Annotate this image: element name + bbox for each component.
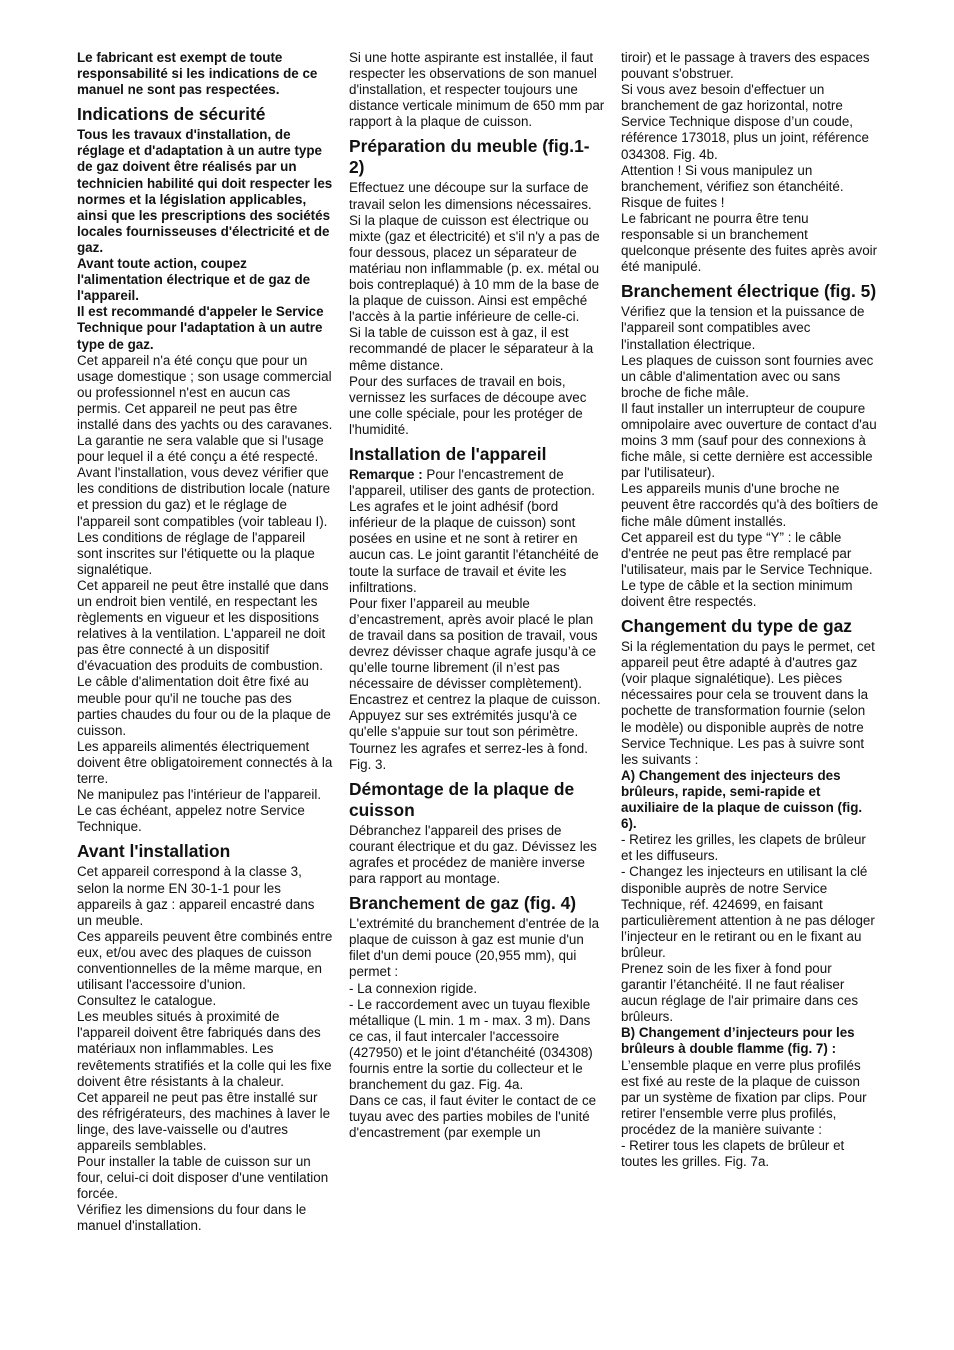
heading-electrical-connection: Branchement électrique (fig. 5) (621, 281, 877, 302)
gas-paragraph: - La connexion rigide. (349, 980, 478, 996)
before-install-paragraph: Consultez le catalogue. (77, 993, 217, 1009)
before-install-paragraph: Cet appareil correspond à la classe 3, selon la norme EN 30-1-1 pour les appareils à gaz : appareil encastré dans un meuble. (77, 864, 315, 928)
before-install-paragraph: Ces appareils peuvent être combinés entre eux, et/ou avec des plaques de cuisson conventionnelles de la même marque, en utilisant l'accessoire d'union. (77, 928, 333, 993)
heading-gas-connection: Branchement de gaz (fig. 4) (349, 893, 577, 914)
dismantling-paragraph: Débranchez l'appareil des prises de courant électrique et du gaz. Dévissez les agrafes et procédez de manière inverse para rapport au montage. (349, 822, 597, 887)
gas-paragraph: Attention ! Si vous manipulez un branchement, vérifiez son étanchéité. Risque de fuites ! (621, 162, 844, 210)
column-left (77, 50, 333, 1235)
prep-paragraph: Effectuez une découpe sur la surface de travail selon les dimensions nécessaires. (349, 180, 592, 212)
gas-change-paragraph: Si la réglementation du pays le permet, cet appareil peut être adapté à d'autres gaz (voir plaque signalétique). Les pièces nécessaires pour cela se trouvent dans la pochette de transformation fournie (selon le modèle) ou disponible auprès de notre Service Technique. Les pas à suivre sont les suivants : (621, 639, 875, 767)
safety-paragraph: Les appareils alimentés électriquement doivent être obligatoirement connectés à la terre. (77, 738, 333, 787)
safety-bold-2: Avant toute action, coupez l'alimentation électrique et de gaz de l'appareil. (77, 256, 311, 304)
safety-paragraph: Le câble d'alimentation doit être fixé au meuble pour qu'il ne touche pas des parties chaudes du four ou de la plaque de cuisson. (77, 674, 331, 738)
gas-paragraph: Le fabricant ne pourra être tenu responsable si un branchement quelconque présente des fuites après avoir été manipulé. (621, 210, 878, 275)
gas-change-step-a: A) Changement des injecteurs des brûleurs, rapide, semi-rapide et auxiliaire de la plaque de cuisson (fig. 6). (621, 767, 863, 832)
gas-paragraph: - Le raccordement avec un tuyau flexible métallique (L min. 1 m - max. 3 m). Dans ce cas, il faut intercaler l'accessoire (427950) et le joint d'étanchéité (034308) fournis entre la sortie du collecteur et le branchement du gaz. Fig. 4a. (349, 996, 593, 1093)
install-paragraph: Encastrez et centrez la plaque de cuisson. (349, 692, 601, 708)
gas-change-paragraph: L’ensemble plaque en verre plus profilés est fixé au reste de la plaque de cuisson par un système de fixation par clips. Pour retirer l'ensemble verre plus profilés, procédez de la manière suivante : (621, 1057, 867, 1137)
install-remark (349, 467, 605, 499)
before-install-paragraph: Vérifiez les dimensions du four dans le manuel d'installation. (77, 1202, 307, 1234)
gas-paragraph: Si vous avez besoin d'effectuer un branchement de gaz horizontal, notre Service Technique dispose d’un coude, référence 173018, plus un joint, référence 034308. Fig. 4b. (621, 82, 869, 162)
gas-change-paragraph: Prenez soin de les fixer à fond pour garantir l’étanchéité. Il ne faut réaliser aucun réglage de l'air primaire dans ces brûleurs. (621, 960, 859, 1025)
heading-safety: Indications de sécurité (77, 104, 266, 125)
safety-bold-3: Il est recommandé d'appeler le Service Technique pour l'adaptation à un autre type de gaz. (77, 304, 324, 352)
safety-paragraph: Cet appareil n'a été conçu que pour un usage domestique ; son usage commercial ou professionnel n'est en aucun cas permis. Cet appareil ne peut pas être installé dans des yachts ou des caravanes. La garantie ne sera valable que si l'usage pour lequel il a été conçu a été respecté. (77, 352, 333, 465)
electrical-paragraph: Il faut installer un interrupteur de coupure omnipolaire avec ouverture de contact d'au moins 3 mm (sauf pour des connexions à fiche mâle, si cette dernière est accessible par l'utilisateur). (621, 400, 877, 481)
heading-before-installation: Avant l'installation (77, 841, 231, 862)
column-middle (349, 50, 605, 1141)
gas-change-paragraph: - Retirer tous les clapets de brûleur et toutes les grilles. Fig. 7a. (621, 1138, 845, 1170)
install-paragraph: Appuyez sur ses extrémités jusqu'à ce qu'elle s'appuie sur tout son périmètre. Tournez les agrafes et serrez-les à fond. Fig. 3. (349, 708, 588, 772)
safety-paragraph: Avant l'installation, vous devez vérifier que les conditions de distribution locale (nature et pression du gaz) et le réglage de l'appareil sont compatibles (voir tableau I). Les conditions de réglage de l'appareil sont inscrites sur l'étiquette ou la plaque signalétique. (77, 465, 331, 577)
safety-bold-1: Tous les travaux d'installation, de réglage et d'adaptation à un autre type de gaz doivent être réalisés par un technicien habilité qui doit respecter les normes et la législation applicables, ainsi que les prescriptions des sociétés locales fournisseuses d'électricité et de gaz. (77, 127, 333, 255)
electrical-paragraph: Vérifiez que la tension et la puissance de l'appareil sont compatibles avec l'installation électrique. (621, 304, 865, 352)
prep-paragraph: Si la table de cuisson est à gaz, il est recommandé de placer le séparateur à la même distance. (349, 325, 594, 373)
electrical-paragraph: Les plaques de cuisson sont fournies avec un câble d'alimentation avec ou sans broche de fiche mâle. (621, 352, 874, 400)
safety-paragraph: Cet appareil ne peut être installé que dans un endroit bien ventilé, en respectant les règlements en vigueur et les dispositions relatives à la ventilation. L'appareil ne doit pas être connecté à un dispositif d'évacuation des produits de combustion. (77, 577, 329, 674)
prep-paragraph: Pour des surfaces de travail en bois, vernissez les surfaces de découpe avec une colle spéciale, pour les protéger de l'humidité. (349, 373, 587, 437)
gas-change-paragraph: - Retirez les grilles, les clapets de brûleur et les diffuseurs. (621, 832, 866, 864)
safety-paragraph: Ne manipulez pas l'intérieur de l'appareil. Le cas échéant, appelez notre Service Technique. (77, 787, 322, 835)
disclaimer-text: Le fabricant est exempt de toute responsabilité si les indications de ce manuel ne sont pas respectées. (77, 50, 318, 98)
gas-paragraph: tiroir) et le passage à travers des espaces pouvant s'obstruer. (621, 50, 870, 82)
electrical-paragraph: Cet appareil est du type “Y” : le câble d'entrée ne peut pas être remplacé par l'utilisateur, mais par le Service Technique. Le type de câble et la section minimum doivent être respectés. (621, 529, 873, 609)
install-paragraph: Les agrafes et le joint adhésif (bord inférieur de la plaque de cuisson) sont posées en usine et ne sont à retirer en aucun cas. Le joint garantit l'étanchéité de toute la surface de travail et évite les infiltrations. (349, 499, 599, 595)
heading-installation: Installation de l'appareil (349, 443, 547, 464)
column-right (621, 50, 879, 1170)
gas-paragraph: Dans ce cas, il faut éviter le contact de ce tuyau avec des parties mobiles de l'unité d'encastrement (par exemple un (349, 1093, 597, 1141)
gas-paragraph: L'extrémité du branchement d'entrée de la plaque de cuisson à gaz est munie d'un filet d'un demi pouce (20,955 mm), qui permet : (349, 916, 600, 980)
heading-gas-type-change: Changement du type de gaz (621, 616, 852, 637)
before-install-paragraph: Cet appareil ne peut pas être installé sur des réfrigérateurs, des machines à laver le linge, des lave-vaisselle ou d'autres appareils semblables. (77, 1089, 331, 1153)
gas-change-step-b: B) Changement d’injecteurs pour les brûleurs à double flamme (fig. 7) : (621, 1025, 855, 1057)
before-install-paragraph: Les meubles situés à proximité de l'appareil doivent être fabriqués dans des matériaux non inflammables. Les revêtements stratifiés et la colle qui les fixe doivent être résistants à la chaleur. (77, 1009, 332, 1089)
remark-label: Remarque : (349, 466, 423, 482)
before-install-paragraph: Pour installer la table de cuisson sur un four, celui-ci doit disposer d'une ventilation forcée. (77, 1154, 329, 1202)
heading-dismantling: Démontage de la plaque de cuisson (349, 778, 575, 820)
install-paragraph: Pour fixer l’appareil au meuble d’encastrement, après avoir placé le plan de travail dans sa position de travail, vous devrez dévisser chaque agrafe jusqu’à ce qu’elle tourne librement (il n’est pas nécessaire de dévisser complètement). (349, 595, 598, 692)
heading-cabinet-preparation: Préparation du meuble (fig.1-2) (349, 136, 590, 178)
prep-paragraph: Si la plaque de cuisson est électrique ou mixte (gaz et électricité) et s'il n'y a pas de four dessous, placez un séparateur de matériau non inflammable (p. ex. métal ou bois contreplaqué) à 10 mm de la base de la plaque de cuisson. Ainsi est empêché l'accès à la partie inférieure de celle-ci. (349, 212, 600, 325)
gas-change-paragraph: - Changez les injecteurs en utilisant la clé disponible auprès de notre Service Technique, réf. 424699, en faisant particulièrement attention à ne pas déloger l’injecteur en le retirant ou en le fixant au brûleur. (621, 864, 875, 960)
remark-text: Pour l'encastrement de l'appareil, utiliser des gants de protection. (349, 466, 595, 499)
electrical-paragraph: Les appareils munis d'une broche ne peuvent être raccordés qu'à des boîtiers de fiche mâle dûment installés. (621, 481, 879, 529)
hood-paragraph: Si une hotte aspirante est installée, il faut respecter les observations de son manuel d'installation, et respecter toujours une distance verticale minimum de 650 mm par rapport à la plaque de cuisson. (349, 50, 605, 130)
